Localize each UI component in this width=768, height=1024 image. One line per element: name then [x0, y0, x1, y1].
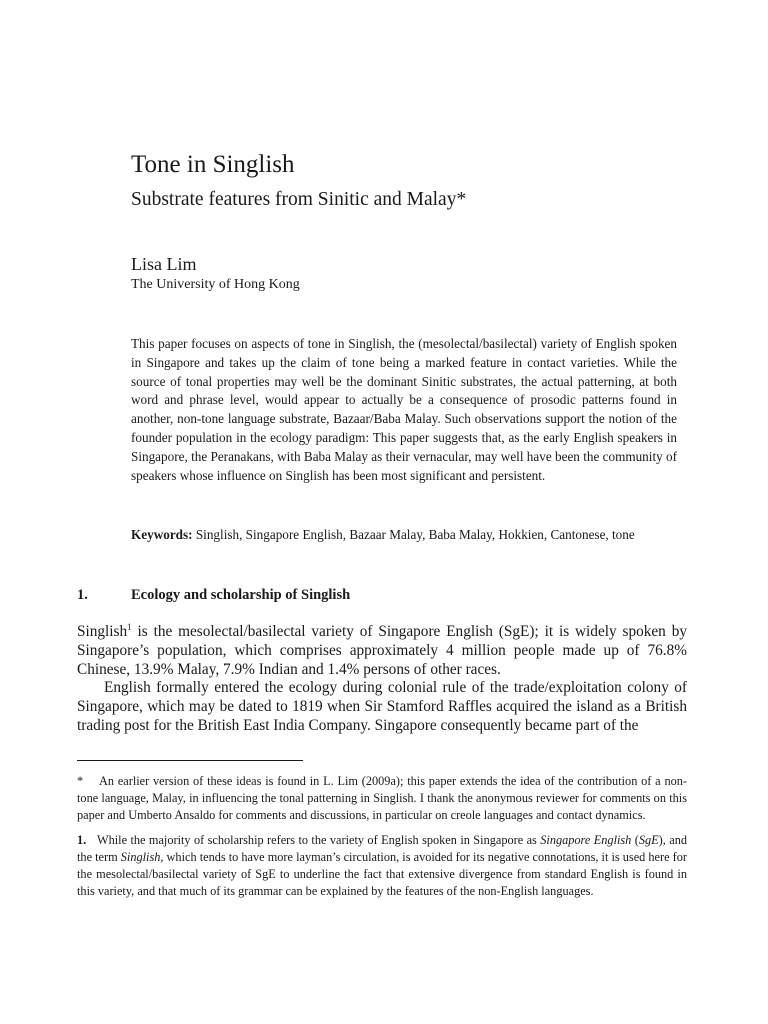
paper-title: Tone in Singlish — [131, 151, 295, 178]
footnote-1-number: 1. — [77, 833, 87, 848]
footnote-star — [77, 773, 687, 823]
body-paragraph-2: English formally entered the ecology during colonial rule of the trade/exploitation colony of Singapore, which may be dated to 1819 when Sir Stamford Raffles acquired the island as a British trading post for the British East India Company. Singapore consequently became part of the — [77, 679, 687, 734]
footnote-ref-1[interactable]: 1 — [127, 622, 132, 632]
body-term: Singlish — [77, 623, 128, 640]
footnotes — [77, 773, 687, 909]
footnote-1 — [77, 832, 687, 899]
footnote-star-mark: * — [77, 774, 84, 788]
section-number: 1. — [77, 587, 88, 603]
paper-subtitle: Substrate features from Sinitic and Malay* — [131, 189, 467, 210]
author-name: Lisa Lim — [131, 254, 197, 274]
section-title: Ecology and scholarship of Singlish — [131, 587, 351, 603]
abstract: This paper focuses on aspects of tone in Singlish, the (mesolectal/basilectal) variety of English spoken in Singapore and takes up the claim of tone being a marked feature in contact varieties. While the source of tonal properties may well be the dominant Sinitic substrates, the actual patterning, at both word and phrase level, would appear to actually be a consequence of prosodic patterns found in another, non-tone language substrate, Bazaar/Baba Malay. Such observations support the notion of the founder population in the ecology paradigm: This paper suggests that, as the early English speakers in Singapore, the Peranakans, with Baba Malay as their vernacular, may well have been the community of speakers whose influence on Singlish has been most significant and persistent. — [131, 336, 677, 483]
body-paragraph-1 — [77, 623, 687, 679]
footnote-1-text-c: ), and the term — [77, 833, 688, 865]
footnote-1-text-b: ( — [631, 833, 639, 848]
keywords — [131, 526, 691, 544]
footnote-1-term-sge: Singapore English — [540, 833, 632, 848]
footnote-divider — [77, 760, 303, 761]
section-heading — [77, 585, 350, 605]
footnote-1-term-singlish: Singlish, — [120, 850, 164, 865]
footnote-1-text-d: which tends to have more layman’s circulation, is avoided for its negative connotations, it is used here for the mesolectal/basilectal variety of SgE to underline the fact that extensive divergence from standard English is found in this variety, and that much of its grammar can be explained by the features of the non-English languages. — [77, 850, 687, 898]
footnote-1-abbr: SgE — [638, 833, 659, 848]
footnote-1-text-a: While the majority of scholarship refers to the variety of English spoken in Singapore as — [97, 833, 541, 848]
body-text — [77, 623, 687, 736]
keywords-label: Keywords: — [131, 527, 193, 542]
footnote-star-text: An earlier version of these ideas is found in L. Lim (2009a); this paper extends the idea of the contribution of a non-tone language, Malay, in influencing the tonal patterning in Singlish. I thank the anonymous reviewer for comments on this paper and Umberto Ansaldo for comments and discussions, in particular on creole languages and contact dynamics. — [77, 774, 687, 822]
body-paragraph-1-text: is the mesolectal/basilectal variety of Singapore English (SgE); it is widely spoken by Singapore’s population, which comprises approximately 4 million people made up of 76.8% Chinese, 13.9% Malay, 7.9% Indian and 1.4% persons of other races. — [77, 623, 687, 678]
keywords-list: Singlish, Singapore English, Bazaar Malay, Baba Malay, Hokkien, Cantonese, tone — [195, 527, 635, 542]
author-affiliation: The University of Hong Kong — [131, 277, 300, 292]
